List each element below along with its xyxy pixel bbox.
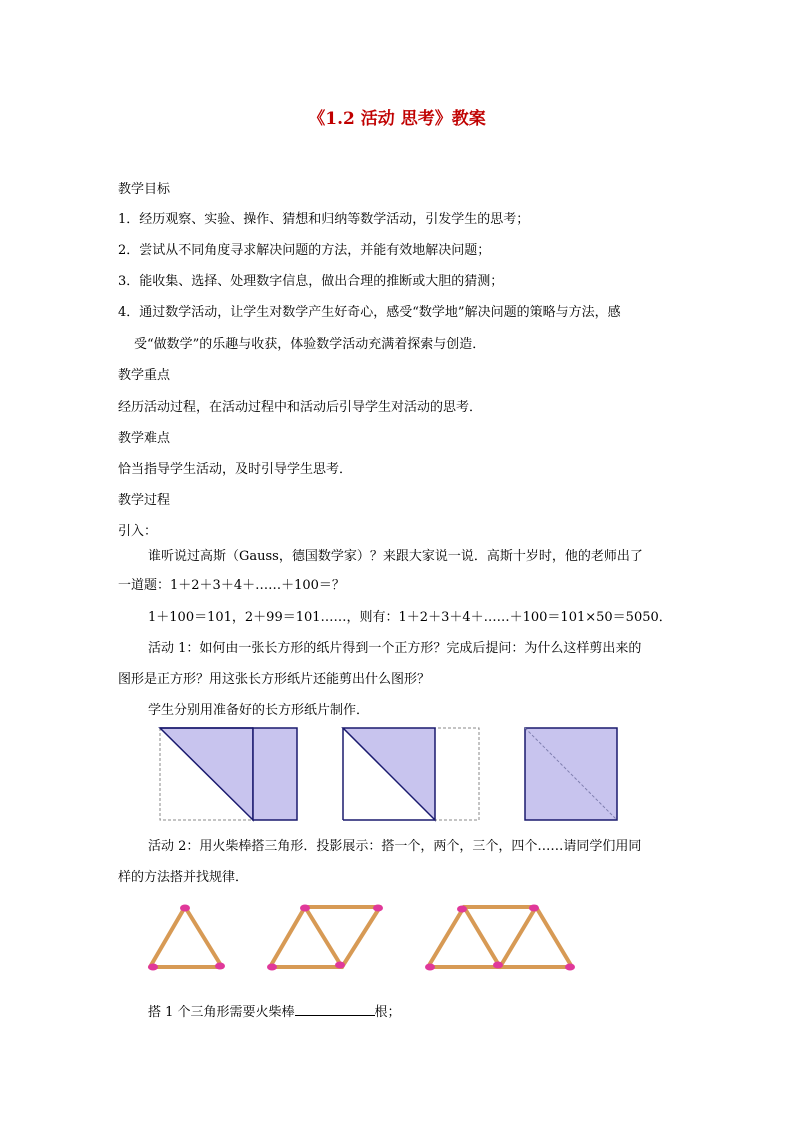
goal-item: 3．能收集、选择、处理数字信息，做出合理的推断或大胆的猜测；: [118, 274, 504, 289]
intro-paragraph: 一道题：1＋2＋3＋4＋……＋100＝？: [118, 578, 345, 593]
activity1-note: 学生分别用准备好的长方形纸片制作．: [148, 703, 370, 718]
key-heading: 教学重点: [118, 368, 171, 383]
matchsticks: [150, 907, 572, 967]
question-1: [148, 1001, 401, 1020]
goals-heading: 教学目标: [118, 182, 171, 197]
goal-item: 2．尝试从不同角度寻求解决问题的方法，并能有效地解决问题；: [118, 243, 491, 258]
key-text: 经历活动过程，在活动过程中和活动后引导学生对活动的思考．: [118, 400, 483, 415]
goal-item: 1．经历观察、实验、操作、猜想和归纳等数学活动，引发学生的思考；: [118, 212, 530, 227]
question-1-suffix: 根；: [374, 1005, 401, 1020]
question-1-prefix: 搭 1 个三角形需要火柴棒: [148, 1005, 295, 1020]
process-heading: 教学过程: [118, 493, 171, 508]
activity1-text: 图形是正方形？用这张长方形纸片还能剪出什么图形？: [118, 672, 431, 687]
answer-blank[interactable]: [295, 1003, 375, 1016]
activity2-text: 样的方法搭并找规律．: [118, 870, 249, 885]
paper-fold-figure: [150, 720, 630, 830]
goal-item: 受“做数学”的乐趣与收获，体验数学活动充满着探索与创造．: [134, 337, 486, 352]
fold-panel-3: [525, 728, 617, 820]
fold-panel-1: [160, 728, 297, 820]
intro-label: 引入：: [118, 524, 158, 539]
activity1-text: 活动 1：如何由一张长方形的纸片得到一个正方形？完成后提问：为什么这样剪出来的: [148, 641, 642, 656]
page-title: 《1.2 活动 思考》教案: [308, 109, 486, 129]
intro-solution: 1＋100＝101，2＋99＝101……，则有：1＋2＋3＋4＋……＋100＝101×50＝5050．: [148, 610, 672, 625]
matchstick-triangle-figure: [140, 895, 600, 985]
goal-item: 4．通过数学活动，让学生对数学产生好奇心，感受“数学地”解决问题的策略与方法，感: [118, 305, 621, 320]
activity2-text: 活动 2：用火柴棒搭三角形．投影展示：搭一个，两个，三个，四个……请同学们用同: [148, 839, 642, 854]
intro-paragraph: 谁听说过高斯（Gauss，德国数学家）？来跟大家说一说．高斯十岁时，他的老师出了: [148, 549, 643, 564]
difficulty-heading: 教学难点: [118, 431, 171, 446]
difficulty-text: 恰当指导学生活动，及时引导学生思考．: [118, 462, 353, 477]
fold-panel-2: [343, 728, 479, 820]
